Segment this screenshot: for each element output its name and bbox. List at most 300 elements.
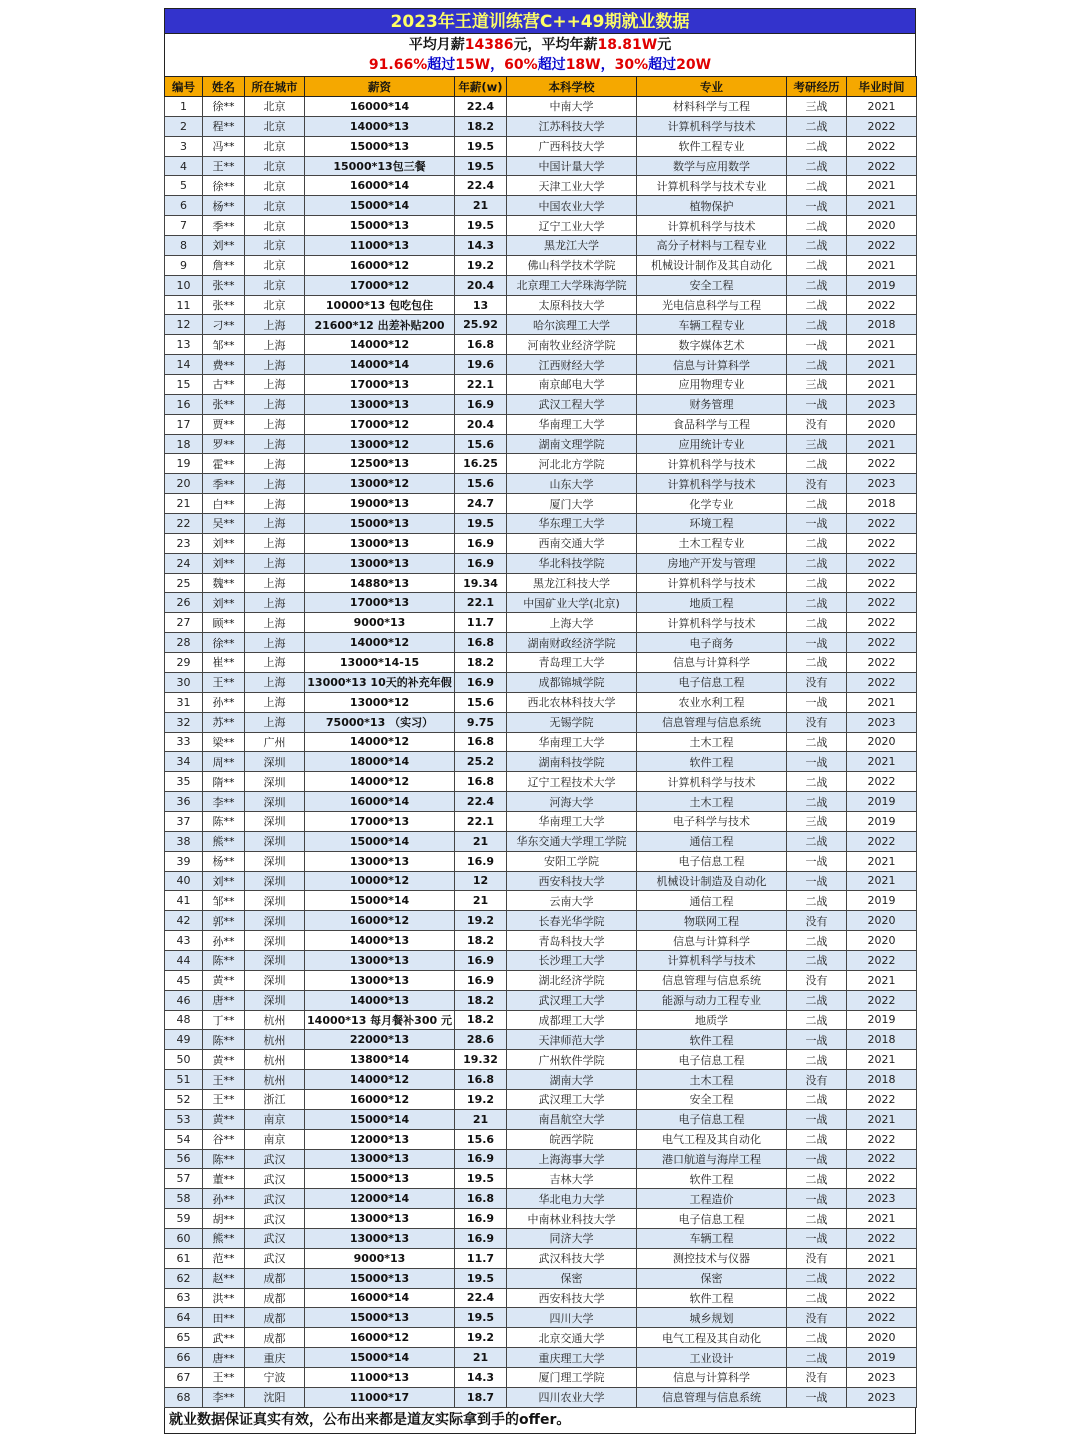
- row-name: 田**: [203, 1308, 245, 1328]
- row-name: 苏**: [203, 712, 245, 732]
- row-city: 北京: [245, 176, 305, 196]
- row-school: 中南林业科技大学: [507, 1209, 637, 1229]
- row-name: 顾**: [203, 613, 245, 633]
- row-school: 天津师范大学: [507, 1030, 637, 1050]
- row-annual: 19.5: [455, 136, 507, 156]
- row-salary: 15000*13包三餐: [305, 156, 455, 176]
- row-major: 计算机科学与技术: [637, 454, 787, 474]
- row-major: 计算机科学与技术: [637, 216, 787, 236]
- row-grad-year: 2021: [847, 1109, 917, 1129]
- row-grad-year: 2020: [847, 732, 917, 752]
- table-row: [165, 573, 917, 593]
- row-annual: 14.3: [455, 236, 507, 256]
- row-major: 材料科学与工程: [637, 97, 787, 117]
- row-city: 上海: [245, 315, 305, 335]
- row-school: 同济大学: [507, 1228, 637, 1248]
- row-city: 北京: [245, 156, 305, 176]
- row-annual: 24.7: [455, 494, 507, 514]
- row-salary: 16000*12: [305, 255, 455, 275]
- row-name: 唐**: [203, 990, 245, 1010]
- row-exam: 三战: [787, 434, 847, 454]
- row-school: 辽宁工程技术大学: [507, 772, 637, 792]
- col-header-grad-year: 毕业时间: [847, 77, 917, 97]
- row-major: 光电信息科学与工程: [637, 295, 787, 315]
- row-grad-year: 2020: [847, 414, 917, 434]
- row-grad-year: 2022: [847, 116, 917, 136]
- row-name: 李**: [203, 792, 245, 812]
- row-salary: 13000*13: [305, 1228, 455, 1248]
- row-school: 华南理工大学: [507, 732, 637, 752]
- row-school: 无锡学院: [507, 712, 637, 732]
- row-major: 电子信息工程: [637, 1050, 787, 1070]
- row-annual: 25.2: [455, 752, 507, 772]
- row-salary: 19000*13: [305, 494, 455, 514]
- row-grad-year: 2022: [847, 553, 917, 573]
- row-salary: 13000*12: [305, 434, 455, 454]
- row-grad-year: 2019: [847, 891, 917, 911]
- table-row: [165, 1328, 917, 1348]
- row-salary: 14000*12: [305, 633, 455, 653]
- row-city: 北京: [245, 275, 305, 295]
- row-exam: 没有: [787, 712, 847, 732]
- row-city: 上海: [245, 653, 305, 673]
- table-row: [165, 891, 917, 911]
- row-grad-year: 2021: [847, 196, 917, 216]
- row-id: 53: [165, 1109, 203, 1129]
- row-major: 电气工程及其自动化: [637, 1328, 787, 1348]
- row-annual: 19.5: [455, 514, 507, 534]
- row-exam: 没有: [787, 474, 847, 494]
- row-id: 19: [165, 454, 203, 474]
- row-school: 湖南文理学院: [507, 434, 637, 454]
- row-exam: 二战: [787, 494, 847, 514]
- row-exam: 没有: [787, 1248, 847, 1268]
- row-exam: 二战: [787, 931, 847, 951]
- table-row: [165, 931, 917, 951]
- row-exam: 二战: [787, 553, 847, 573]
- row-annual: 25.92: [455, 315, 507, 335]
- row-major: 电子商务: [637, 633, 787, 653]
- row-annual: 18.2: [455, 116, 507, 136]
- row-major: 应用统计专业: [637, 434, 787, 454]
- row-exam: 三战: [787, 375, 847, 395]
- row-school: 上海海事大学: [507, 1149, 637, 1169]
- row-salary: 15000*13: [305, 1169, 455, 1189]
- table-row: [165, 970, 917, 990]
- row-id: 30: [165, 672, 203, 692]
- row-salary: 15000*14: [305, 1109, 455, 1129]
- row-major: 电子信息工程: [637, 851, 787, 871]
- row-annual: 21: [455, 831, 507, 851]
- row-exam: 二战: [787, 1050, 847, 1070]
- row-id: 29: [165, 653, 203, 673]
- table-row: [165, 1387, 917, 1407]
- row-major: 信息与计算科学: [637, 931, 787, 951]
- row-grad-year: 2023: [847, 1189, 917, 1209]
- table-row: [165, 295, 917, 315]
- table-row: [165, 1129, 917, 1149]
- row-annual: 22.4: [455, 176, 507, 196]
- row-id: 6: [165, 196, 203, 216]
- row-city: 杭州: [245, 1070, 305, 1090]
- row-school: 中南大学: [507, 97, 637, 117]
- row-salary: 14000*13: [305, 990, 455, 1010]
- row-salary: 10000*12: [305, 871, 455, 891]
- row-annual: 19.5: [455, 1169, 507, 1189]
- row-id: 10: [165, 275, 203, 295]
- row-city: 上海: [245, 355, 305, 375]
- row-grad-year: 2021: [847, 1209, 917, 1229]
- row-city: 武汉: [245, 1149, 305, 1169]
- row-salary: 15000*14: [305, 831, 455, 851]
- row-salary: 15000*13: [305, 1308, 455, 1328]
- row-grad-year: 2022: [847, 593, 917, 613]
- row-salary: 16000*12: [305, 1328, 455, 1348]
- row-name: 武**: [203, 1328, 245, 1348]
- row-exam: 二战: [787, 355, 847, 375]
- row-salary: 11000*13: [305, 236, 455, 256]
- table-row: [165, 156, 917, 176]
- row-name: 季**: [203, 474, 245, 494]
- row-major: 环境工程: [637, 514, 787, 534]
- row-annual: 16.8: [455, 335, 507, 355]
- row-school: 南昌航空大学: [507, 1109, 637, 1129]
- row-major: 安全工程: [637, 1089, 787, 1109]
- row-exam: 二战: [787, 1268, 847, 1288]
- row-salary: 17000*13: [305, 593, 455, 613]
- row-grad-year: 2021: [847, 692, 917, 712]
- salary-summary: [164, 34, 916, 76]
- row-grad-year: 2022: [847, 1129, 917, 1149]
- row-name: 季**: [203, 216, 245, 236]
- row-salary: 17000*12: [305, 275, 455, 295]
- row-major: 电子信息工程: [637, 672, 787, 692]
- row-major: 信息管理与信息系统: [637, 970, 787, 990]
- row-name: 刁**: [203, 315, 245, 335]
- row-major: 保密: [637, 1268, 787, 1288]
- row-exam: 没有: [787, 672, 847, 692]
- row-school: 长春光华学院: [507, 911, 637, 931]
- row-annual: 16.25: [455, 454, 507, 474]
- table-row: [165, 1109, 917, 1129]
- row-annual: 16.8: [455, 1189, 507, 1209]
- row-city: 深圳: [245, 831, 305, 851]
- row-annual: 22.1: [455, 811, 507, 831]
- row-name: 陈**: [203, 1030, 245, 1050]
- row-exam: 二战: [787, 1089, 847, 1109]
- row-grad-year: 2020: [847, 1328, 917, 1348]
- row-annual: 22.1: [455, 375, 507, 395]
- row-city: 北京: [245, 216, 305, 236]
- summary-line-1: 平均月薪14386元，平均年薪18.81W元: [408, 37, 672, 53]
- row-name: 梁**: [203, 732, 245, 752]
- row-school: 河北北方学院: [507, 454, 637, 474]
- row-annual: 15.6: [455, 474, 507, 494]
- row-name: 孙**: [203, 931, 245, 951]
- row-annual: 22.4: [455, 97, 507, 117]
- row-id: 14: [165, 355, 203, 375]
- row-major: 计算机科学与技术专业: [637, 176, 787, 196]
- row-id: 31: [165, 692, 203, 712]
- row-id: 7: [165, 216, 203, 236]
- row-id: 40: [165, 871, 203, 891]
- row-exam: 二战: [787, 236, 847, 256]
- row-salary: 16000*14: [305, 1288, 455, 1308]
- row-name: 刘**: [203, 236, 245, 256]
- row-exam: 二战: [787, 891, 847, 911]
- table-row: [165, 1189, 917, 1209]
- row-city: 杭州: [245, 1010, 305, 1030]
- row-id: 46: [165, 990, 203, 1010]
- row-grad-year: 2022: [847, 772, 917, 792]
- col-header-school: 本科学校: [507, 77, 637, 97]
- row-major: 土木工程: [637, 1070, 787, 1090]
- row-id: 54: [165, 1129, 203, 1149]
- row-exam: 二战: [787, 315, 847, 335]
- table-row: [165, 752, 917, 772]
- row-major: 电子科学与技术: [637, 811, 787, 831]
- row-grad-year: 2022: [847, 990, 917, 1010]
- row-name: 唐**: [203, 1348, 245, 1368]
- row-major: 软件工程: [637, 1169, 787, 1189]
- row-salary: 16000*12: [305, 911, 455, 931]
- row-city: 上海: [245, 573, 305, 593]
- row-school: 武汉理工大学: [507, 1089, 637, 1109]
- row-name: 谷**: [203, 1129, 245, 1149]
- row-major: 计算机科学与技术: [637, 573, 787, 593]
- table-row: [165, 911, 917, 931]
- row-exam: 二战: [787, 176, 847, 196]
- row-city: 浙江: [245, 1089, 305, 1109]
- row-annual: 20.4: [455, 275, 507, 295]
- row-grad-year: 2023: [847, 712, 917, 732]
- row-name: 邹**: [203, 335, 245, 355]
- row-city: 武汉: [245, 1228, 305, 1248]
- row-id: 44: [165, 950, 203, 970]
- row-city: 深圳: [245, 990, 305, 1010]
- row-major: 数字媒体艺术: [637, 335, 787, 355]
- row-school: 中国农业大学: [507, 196, 637, 216]
- row-city: 深圳: [245, 811, 305, 831]
- row-grad-year: 2021: [847, 434, 917, 454]
- row-grad-year: 2021: [847, 97, 917, 117]
- row-id: 13: [165, 335, 203, 355]
- row-name: 王**: [203, 156, 245, 176]
- row-annual: 16.8: [455, 633, 507, 653]
- row-annual: 13: [455, 295, 507, 315]
- row-school: 安阳工学院: [507, 851, 637, 871]
- row-name: 徐**: [203, 633, 245, 653]
- row-major: 数学与应用数学: [637, 156, 787, 176]
- row-salary: 15000*13: [305, 514, 455, 534]
- row-id: 49: [165, 1030, 203, 1050]
- row-major: 土木工程: [637, 732, 787, 752]
- row-grad-year: 2022: [847, 633, 917, 653]
- row-id: 43: [165, 931, 203, 951]
- row-annual: 19.34: [455, 573, 507, 593]
- row-city: 北京: [245, 295, 305, 315]
- row-grad-year: 2022: [847, 1149, 917, 1169]
- row-annual: 18.2: [455, 990, 507, 1010]
- row-school: 黑龙江大学: [507, 236, 637, 256]
- row-id: 36: [165, 792, 203, 812]
- row-annual: 16.9: [455, 533, 507, 553]
- row-salary: 16000*14: [305, 176, 455, 196]
- row-exam: 一战: [787, 514, 847, 534]
- row-id: 3: [165, 136, 203, 156]
- sheet-title: 2023年王道训练营C++49期就业数据: [164, 8, 916, 34]
- row-grad-year: 2018: [847, 494, 917, 514]
- row-salary: 15000*14: [305, 196, 455, 216]
- row-grad-year: 2020: [847, 911, 917, 931]
- row-school: 山东大学: [507, 474, 637, 494]
- table-row: [165, 1169, 917, 1189]
- row-school: 四川农业大学: [507, 1387, 637, 1407]
- row-school: 成都理工大学: [507, 1010, 637, 1030]
- table-row: [165, 315, 917, 335]
- row-name: 孙**: [203, 1189, 245, 1209]
- row-city: 上海: [245, 375, 305, 395]
- table-row: [165, 454, 917, 474]
- row-grad-year: 2022: [847, 533, 917, 553]
- row-school: 西安科技大学: [507, 871, 637, 891]
- row-exam: 二战: [787, 792, 847, 812]
- row-school: 重庆理工大学: [507, 1348, 637, 1368]
- row-city: 上海: [245, 394, 305, 414]
- row-city: 沈阳: [245, 1387, 305, 1407]
- row-city: 重庆: [245, 1348, 305, 1368]
- row-exam: 二战: [787, 1288, 847, 1308]
- row-salary: 13000*13 10天的补充年假: [305, 672, 455, 692]
- row-grad-year: 2023: [847, 394, 917, 414]
- col-header-id: 编号: [165, 77, 203, 97]
- row-annual: 16.9: [455, 950, 507, 970]
- row-city: 杭州: [245, 1030, 305, 1050]
- row-salary: 13000*13: [305, 1149, 455, 1169]
- row-major: 测控技术与仪器: [637, 1248, 787, 1268]
- row-salary: 16000*12: [305, 1089, 455, 1109]
- table-row: [165, 672, 917, 692]
- row-name: 洪**: [203, 1288, 245, 1308]
- table-row: [165, 950, 917, 970]
- row-city: 上海: [245, 533, 305, 553]
- row-salary: 12000*13: [305, 1129, 455, 1149]
- row-grad-year: 2018: [847, 1070, 917, 1090]
- row-exam: 二战: [787, 295, 847, 315]
- row-grad-year: 2022: [847, 295, 917, 315]
- row-school: 河海大学: [507, 792, 637, 812]
- row-grad-year: 2018: [847, 1030, 917, 1050]
- row-grad-year: 2019: [847, 275, 917, 295]
- row-city: 上海: [245, 672, 305, 692]
- row-school: 青岛科技大学: [507, 931, 637, 951]
- row-id: 9: [165, 255, 203, 275]
- row-exam: 没有: [787, 911, 847, 931]
- table-row: [165, 593, 917, 613]
- table-row: [165, 732, 917, 752]
- row-grad-year: 2023: [847, 1387, 917, 1407]
- row-city: 成都: [245, 1308, 305, 1328]
- row-annual: 19.2: [455, 255, 507, 275]
- row-school: 华南理工大学: [507, 811, 637, 831]
- row-salary: 12500*13: [305, 454, 455, 474]
- row-city: 上海: [245, 454, 305, 474]
- row-annual: 16.9: [455, 553, 507, 573]
- table-row: [165, 236, 917, 256]
- row-name: 李**: [203, 1387, 245, 1407]
- row-id: 8: [165, 236, 203, 256]
- row-id: 62: [165, 1268, 203, 1288]
- row-major: 地质工程: [637, 593, 787, 613]
- row-school: 厦门理工学院: [507, 1368, 637, 1388]
- row-salary: 13000*12: [305, 474, 455, 494]
- row-grad-year: 2018: [847, 315, 917, 335]
- row-exam: 二战: [787, 1129, 847, 1149]
- row-name: 杨**: [203, 196, 245, 216]
- row-name: 张**: [203, 275, 245, 295]
- row-name: 黄**: [203, 1050, 245, 1070]
- row-annual: 19.5: [455, 1268, 507, 1288]
- row-major: 城乡规划: [637, 1308, 787, 1328]
- row-salary: 14000*12: [305, 1070, 455, 1090]
- row-grad-year: 2022: [847, 514, 917, 534]
- row-name: 徐**: [203, 97, 245, 117]
- row-school: 青岛理工大学: [507, 653, 637, 673]
- row-name: 熊**: [203, 1228, 245, 1248]
- row-name: 刘**: [203, 871, 245, 891]
- row-name: 陈**: [203, 950, 245, 970]
- row-city: 武汉: [245, 1189, 305, 1209]
- row-major: 工业设计: [637, 1348, 787, 1368]
- row-major: 信息与计算科学: [637, 653, 787, 673]
- table-row: [165, 1228, 917, 1248]
- row-annual: 19.5: [455, 1308, 507, 1328]
- row-id: 34: [165, 752, 203, 772]
- row-grad-year: 2022: [847, 831, 917, 851]
- row-name: 郭**: [203, 911, 245, 931]
- row-city: 杭州: [245, 1050, 305, 1070]
- row-salary: 14000*13 每月餐补300 元: [305, 1010, 455, 1030]
- row-salary: 13000*12: [305, 692, 455, 712]
- table-row: [165, 1348, 917, 1368]
- row-salary: 16000*14: [305, 792, 455, 812]
- row-name: 徐**: [203, 176, 245, 196]
- row-school: 江苏科技大学: [507, 116, 637, 136]
- row-grad-year: 2020: [847, 216, 917, 236]
- row-school: 湖南科技学院: [507, 752, 637, 772]
- row-salary: 11000*17: [305, 1387, 455, 1407]
- row-annual: 19.6: [455, 355, 507, 375]
- row-city: 北京: [245, 255, 305, 275]
- row-annual: 19.2: [455, 911, 507, 931]
- row-annual: 15.6: [455, 1129, 507, 1149]
- row-id: 15: [165, 375, 203, 395]
- row-grad-year: 2022: [847, 1288, 917, 1308]
- row-exam: 二战: [787, 732, 847, 752]
- row-grad-year: 2022: [847, 1169, 917, 1189]
- row-grad-year: 2022: [847, 156, 917, 176]
- row-annual: 16.8: [455, 732, 507, 752]
- row-city: 上海: [245, 494, 305, 514]
- row-id: 33: [165, 732, 203, 752]
- row-name: 张**: [203, 295, 245, 315]
- table-row: [165, 1010, 917, 1030]
- row-id: 32: [165, 712, 203, 732]
- row-grad-year: 2022: [847, 950, 917, 970]
- row-annual: 16.8: [455, 772, 507, 792]
- table-row: [165, 1030, 917, 1050]
- row-id: 42: [165, 911, 203, 931]
